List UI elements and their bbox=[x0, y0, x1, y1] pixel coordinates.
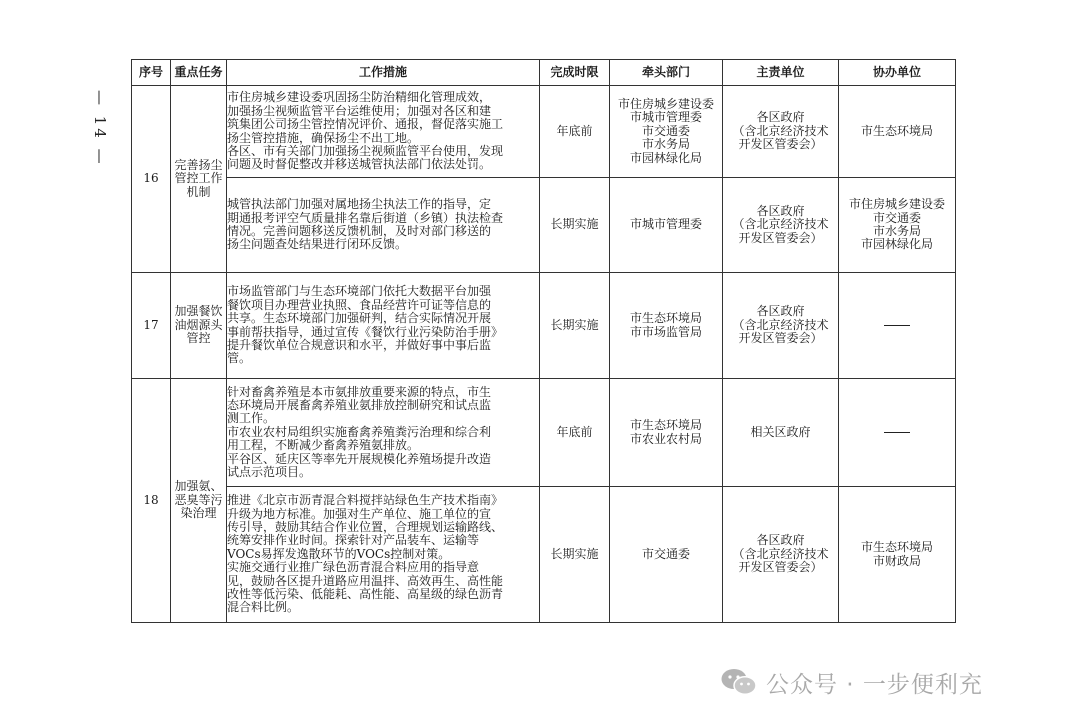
work-measures: 推进《北京市沥青混合料搅拌站绿色生产技术指南》 升级为地方标准。加强对生产单位、施工单位的宣 传引导，鼓励其结合作业位置，合理规划运输路线、 统筹安排作业时间。探索针对产品装车、运输等 VOCs易挥发逸散环节的VOCs控制对策。 实施交通行业推广绿色沥青混合料应用的指导意 见，鼓励各区提升道路应用温拌、高效再生、高性能 改性等低污染、低能耗、高性能、高星级的绿色沥青 混合料比例。 bbox=[227, 487, 540, 623]
deadline: 年底前 bbox=[540, 86, 610, 178]
lead-department: 市生态环境局 市市场监管局 bbox=[610, 273, 723, 379]
lead-department: 市交通委 bbox=[610, 487, 723, 623]
assist-unit bbox=[839, 273, 956, 379]
responsible-unit: 相关区政府 bbox=[723, 379, 839, 487]
lead-department: 市住房城乡建设委 市城市管理委 市交通委 市水务局 市园林绿化局 bbox=[610, 86, 723, 178]
assist-unit bbox=[839, 379, 956, 487]
key-task: 完善扬尘 管控工作 机制 bbox=[171, 86, 227, 273]
responsible-unit: 各区政府 （含北京经济技术 开发区管委会） bbox=[723, 487, 839, 623]
table-row bbox=[132, 178, 956, 273]
responsible-unit: 各区政府 （含北京经济技术 开发区管委会） bbox=[723, 273, 839, 379]
assist-unit: 市生态环境局 bbox=[839, 86, 956, 178]
watermark bbox=[720, 664, 983, 700]
empty-dash bbox=[884, 325, 910, 326]
responsible-unit: 各区政府 （含北京经济技术 开发区管委会） bbox=[723, 86, 839, 178]
work-measures: 城管执法部门加强对属地扬尘执法工作的指导，定 期通报考评空气质量排名靠后街道（乡镇）执法检查 情况。完善问题移送反馈机制，及时对部门移送的 扬尘问题查处结果进行闭环反馈。 bbox=[227, 178, 540, 273]
deadline: 长期实施 bbox=[540, 178, 610, 273]
row-number: 16 bbox=[132, 86, 171, 273]
watermark-text: 公众号 · 一步便利充 bbox=[766, 671, 983, 698]
header-number: 序号 bbox=[132, 60, 171, 86]
key-task: 加强餐饮 油烟源头 管控 bbox=[171, 273, 227, 379]
table-row bbox=[132, 487, 956, 623]
table-header-row bbox=[132, 60, 956, 86]
header-measures: 工作措施 bbox=[227, 60, 540, 86]
lead-department: 市生态环境局 市农业农村局 bbox=[610, 379, 723, 487]
row-number: 17 bbox=[132, 273, 171, 379]
header-responsible: 主责单位 bbox=[723, 60, 839, 86]
deadline: 长期实施 bbox=[540, 273, 610, 379]
row-number: 18 bbox=[132, 379, 171, 623]
responsible-unit: 各区政府 （含北京经济技术 开发区管委会） bbox=[723, 178, 839, 273]
wechat-icon bbox=[720, 667, 758, 697]
deadline: 年底前 bbox=[540, 379, 610, 487]
header-deadline: 完成时限 bbox=[540, 60, 610, 86]
header-key-task: 重点任务 bbox=[171, 60, 227, 86]
key-task: 加强氨、 恶臭等污 染治理 bbox=[171, 379, 227, 623]
empty-dash bbox=[884, 432, 910, 433]
table-row bbox=[132, 379, 956, 487]
work-measures: 市住房城乡建设委巩固扬尘防治精细化管理成效， 加强扬尘视频监管平台运维使用；加强对各区和建 筑集团公司扬尘管控情况评价、通报，督促落实施工 扬尘管控措施，确保扬尘不出工地。 各区、市有关部门加强扬尘视频监管平台使用，发现 问题及时督促整改并移送城管执法部门依法处罚。 bbox=[227, 86, 540, 178]
deadline: 长期实施 bbox=[540, 487, 610, 623]
header-assist: 协办单位 bbox=[839, 60, 956, 86]
lead-department: 市城市管理委 bbox=[610, 178, 723, 273]
work-measures: 市场监管部门与生态环境部门依托大数据平台加强 餐饮项目办理营业执照、食品经营许可证等信息的 共享。生态环境部门加强研判，结合实际情况开展 事前帮扶指导，通过宣传《餐饮行业污染防治手册》 提升餐饮单位合规意识和水平，并做好事中事后监 管。 bbox=[227, 273, 540, 379]
header-lead-dept: 牵头部门 bbox=[610, 60, 723, 86]
assist-unit: 市住房城乡建设委 市交通委 市水务局 市园林绿化局 bbox=[839, 178, 956, 273]
task-table bbox=[131, 59, 956, 623]
page-number: — 14 — bbox=[91, 89, 109, 167]
table-row bbox=[132, 86, 956, 178]
table-row bbox=[132, 273, 956, 379]
assist-unit: 市生态环境局 市财政局 bbox=[839, 487, 956, 623]
work-measures: 针对畜禽养殖是本市氨排放重要来源的特点，市生 态环境局开展畜禽养殖业氨排放控制研究和试点监 测工作。 市农业农村局组织实施畜禽养殖粪污治理和综合利 用工程，不断减少畜禽养殖氨排放。 平谷区、延庆区等率先开展规模化养殖场提升改造 试点示范项目。 bbox=[227, 379, 540, 487]
